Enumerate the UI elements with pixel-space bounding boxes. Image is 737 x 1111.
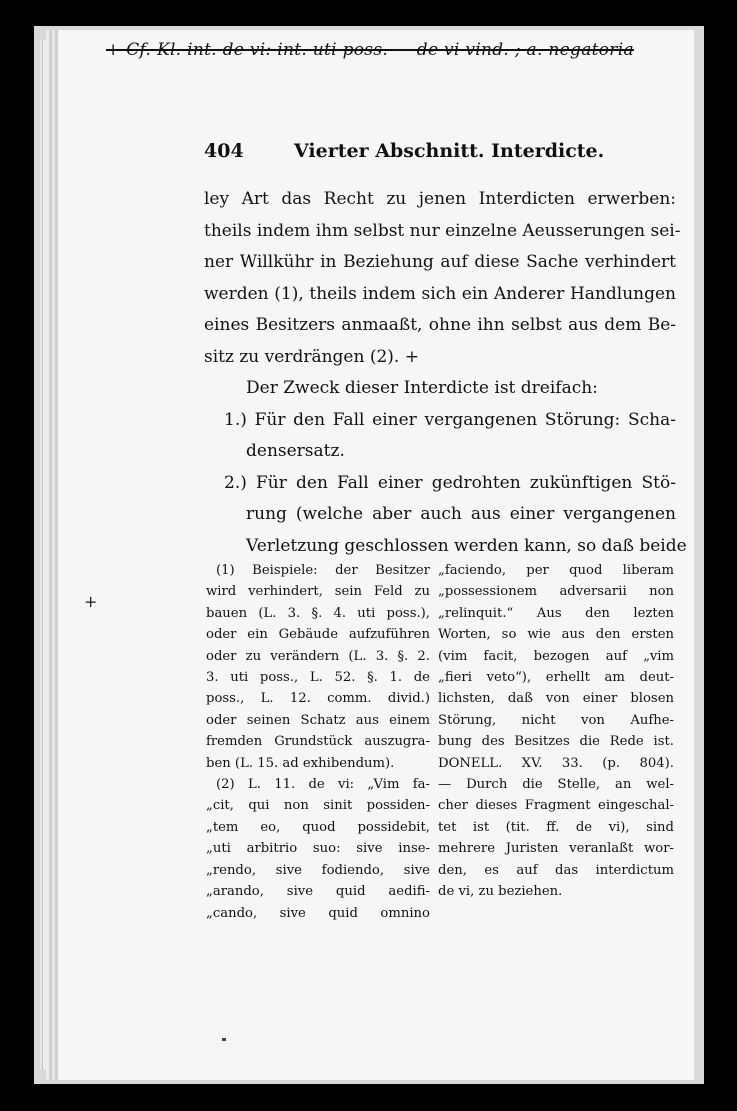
body-line: Der Zweck dieser Interdicte ist dreifach: xyxy=(246,378,598,398)
footnote-line: „relinquit.“ Aus den lezten xyxy=(438,605,674,621)
footnote-line: „cando, sive quid omnino xyxy=(206,905,430,921)
footnote-line: (1) Beispiele: der Besitzer xyxy=(216,563,430,578)
handwritten-annotation: + Cf. Kl. int. de vi: int. uti poss. — de vi vind. ; a. negatoria xyxy=(106,40,634,60)
page-edges xyxy=(40,40,58,1070)
footnote-line: mehrere Juristen veranlaßt wor- xyxy=(438,841,674,857)
body-line: eines Besitzers anmaaßt, ohne ihn selbst aus dem Be- xyxy=(204,315,676,335)
margin-cross-mark: + xyxy=(84,592,98,611)
footnote-line: Störung, nicht von Aufhe- xyxy=(438,712,674,728)
footnote-line: poss., L. 12. comm. divid.) xyxy=(206,691,430,707)
body-line: densersatz. xyxy=(246,441,345,461)
footnote-line: Worten, so wie aus den ersten xyxy=(438,627,674,643)
footnotes-left-column xyxy=(206,560,430,924)
body-line: werden (1), theils indem sich ein Anderer Handlungen xyxy=(204,283,676,304)
footnote-line: ben (L. 15. ad exhibendum). xyxy=(206,755,395,771)
footnote-line: tet ist (tit. ff. de vi), sind xyxy=(438,819,674,835)
footnotes-right-column xyxy=(438,560,674,903)
footnote-line: „uti arbitrio suo: sive inse- xyxy=(206,841,430,857)
footnote-line: oder ein Gebäude aufzuführen xyxy=(206,627,430,643)
body-line: Verletzung geschlossen werden kann, so daß beide xyxy=(246,535,687,556)
main-text xyxy=(204,184,687,562)
body-line: ley Art das Recht zu jenen Interdicten erwerben: xyxy=(204,189,676,209)
body-line: ner Willkühr in Beziehung auf diese Sache verhindert xyxy=(204,252,676,272)
footnote-line: de vi, zu beziehen. xyxy=(438,884,563,900)
footnote-line: „cit, qui non sinit possiden- xyxy=(206,798,430,814)
footnote-line: bauen (L. 3. §. 4. uti poss.), xyxy=(206,605,430,621)
footnote-line: den, es auf das interdictum xyxy=(438,862,674,878)
footnote-line: „arando, sive quid aedifi- xyxy=(206,884,430,900)
footnote-line: „fieri veto“), erhellt am deut- xyxy=(438,670,674,686)
page-number: 404 xyxy=(204,140,244,162)
body-line: 2.) Für den Fall einer gedrohten zukünftigen Stö- xyxy=(224,472,676,493)
body-line: rung (welche aber auch aus einer vergangenen xyxy=(246,504,676,524)
footnote-line: wird verhindert, sein Feld zu xyxy=(206,584,430,600)
footnote-line: (vim facit, bezogen auf „vim xyxy=(438,648,674,664)
footnote-line: bung des Besitzes die Rede ist. xyxy=(438,734,674,750)
footnote-line: — Durch die Stelle, an wel- xyxy=(438,777,674,793)
footnote-line: 3. uti poss., L. 52. §. 1. de xyxy=(206,670,430,686)
footnote-line: lichsten, daß von einer blosen xyxy=(438,691,674,707)
footnote-line: DONELL. XV. 33. (p. 804). xyxy=(438,755,674,771)
running-title: Vierter Abschnitt. Interdicte. xyxy=(294,140,605,162)
footnote-line: oder zu verändern (L. 3. §. 2. xyxy=(206,648,430,664)
body-line: sitz zu verdrängen (2). + xyxy=(204,346,419,367)
ink-speck xyxy=(222,1038,226,1041)
footnote-line: „faciendo, per quod liberam xyxy=(438,563,674,578)
footnote-line: „tem eo, quod possidebit, xyxy=(206,819,430,835)
footnote-line: (2) L. 11. de vi: „Vim fa- xyxy=(216,777,430,793)
footnote-line: cher dieses Fragment eingeschal- xyxy=(438,798,674,814)
body-line: 1.) Für den Fall einer vergangenen Störung: Scha- xyxy=(224,409,676,430)
footnote-line: fremden Grundstück auszugra- xyxy=(206,734,430,750)
body-line: theils indem ihm selbst nur einzelne Aeusserungen sei- xyxy=(204,220,681,241)
footnote-line: oder seinen Schatz aus einem xyxy=(206,712,430,728)
footnote-line: „possessionem adversarii non xyxy=(438,584,674,600)
footnote-line: „rendo, sive fodiendo, sive xyxy=(206,862,430,878)
